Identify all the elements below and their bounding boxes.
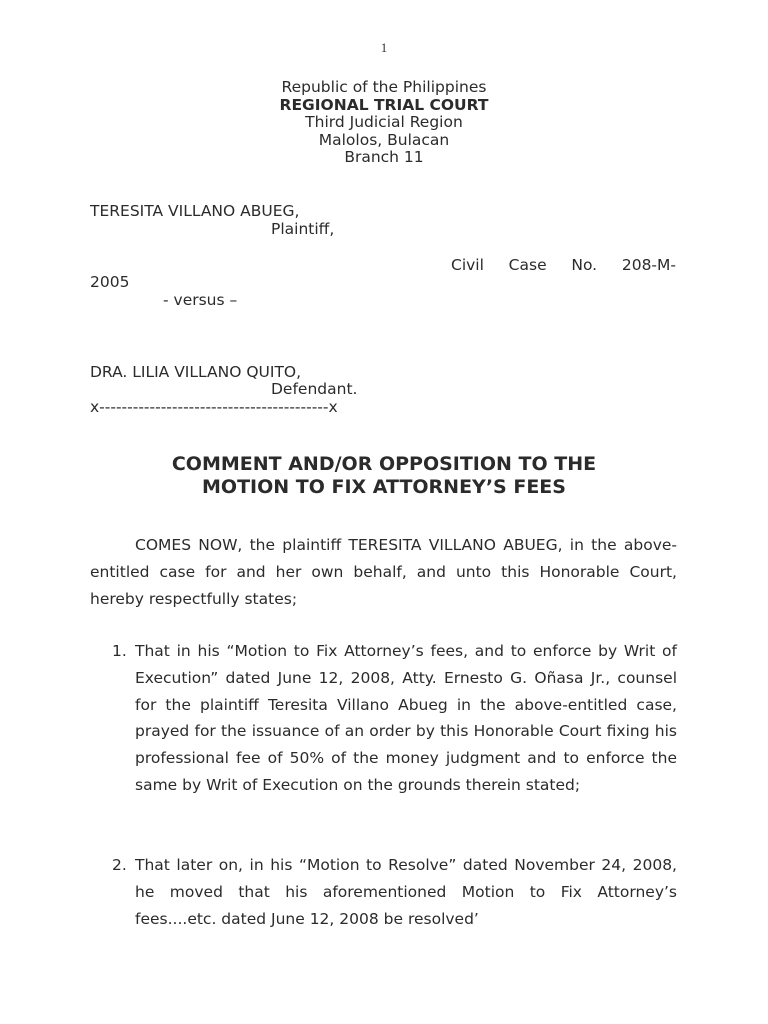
plaintiff-role: Plaintiff, bbox=[271, 220, 335, 238]
item-number: 1. bbox=[112, 642, 127, 660]
plaintiff-name: TERESITA VILLANO ABUEG, bbox=[90, 202, 300, 220]
page-number: 1 bbox=[380, 40, 388, 55]
header-branch: Branch 11 bbox=[344, 148, 424, 166]
caption-separator: x-----------------------------------------x bbox=[90, 398, 338, 416]
document-title bbox=[0, 453, 768, 499]
title-line-1: COMMENT AND/OR OPPOSITION TO THE bbox=[171, 453, 597, 475]
item-text: That in his “Motion to Fix Attorney’s fees, and to enforce by Writ of Execution” dated June 12, 2008, Atty. Ernesto G. Oñasa Jr., counsel for the plaintiff Teresita Villano Abueg in the above-entitled case, prayed for the issuance of an order by this Honorable Court fixing his professional fee of 50% of the money judgment and to enforce the same by Writ of Execution on the grounds therein stated; bbox=[135, 642, 677, 794]
header-republic: Republic of the Philippines bbox=[281, 78, 487, 96]
defendant-role: Defendant. bbox=[271, 380, 358, 398]
versus-label: - versus – bbox=[163, 291, 238, 309]
defendant-name: DRA. LILIA VILLANO QUITO, bbox=[90, 363, 302, 381]
header-court-name: REGIONAL TRIAL COURT bbox=[279, 95, 489, 114]
case-number-continued: 2005 bbox=[90, 273, 130, 291]
item-number: 2. bbox=[112, 856, 127, 874]
case-number: Civil Case No. 208-M- bbox=[451, 256, 676, 274]
header-region: Third Judicial Region bbox=[305, 113, 463, 131]
intro-paragraph: COMES NOW, the plaintiff TERESITA VILLANO ABUEG, in the above-entitled case for and her own behalf, and unto this Honorable Court, hereby respectfully states; bbox=[90, 536, 677, 608]
numbered-item bbox=[90, 638, 677, 799]
court-header bbox=[0, 79, 768, 167]
numbered-item bbox=[90, 852, 677, 932]
item-text: That later on, in his “Motion to Resolve” dated November 24, 2008, he moved that his aforementioned Motion to Fix Attorney’s fees....etc. dated June 12, 2008 be resolved’ bbox=[135, 856, 677, 928]
header-location: Malolos, Bulacan bbox=[318, 130, 450, 149]
title-line-2: MOTION TO FIX ATTORNEY’S FEES bbox=[202, 476, 566, 498]
